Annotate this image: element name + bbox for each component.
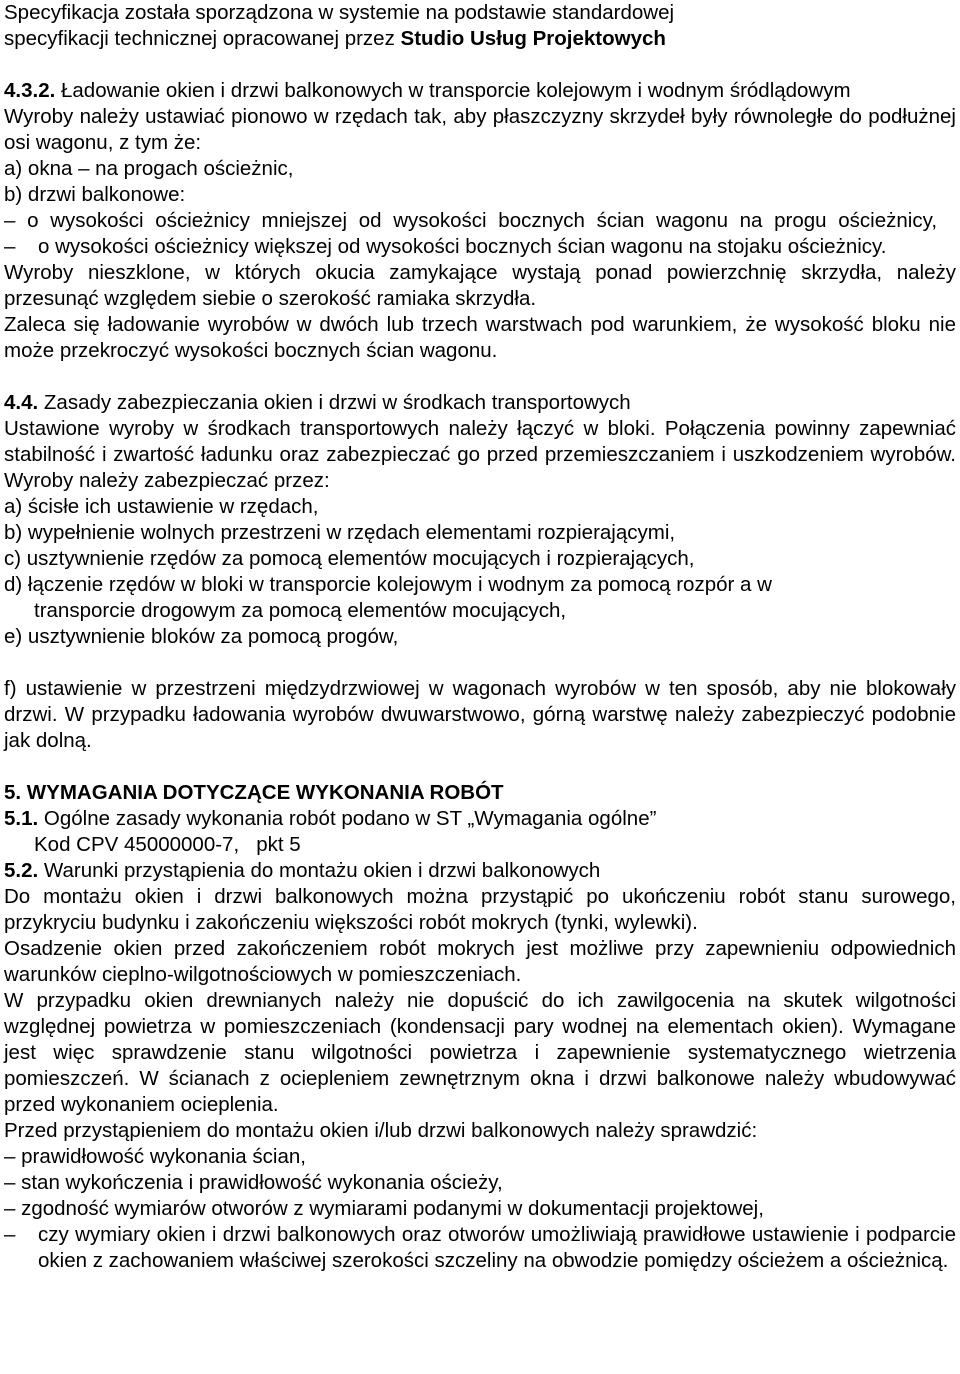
- list-item: d) łączenie rzędów w bloki w transporcie kolejowym i wodnym za pomocą rozpór a w: [4, 573, 772, 596]
- page-header: [4, 0, 956, 52]
- list-item: a) ścisłe ich ustawienie w rzędach,: [4, 495, 319, 518]
- dash-item: [4, 1222, 956, 1274]
- paragraph: W przypadku okien drewnianych należy nie dopuścić do ich zawilgocenia na skutek wilgotności względnej powietrza w pomieszczeniach (kondensacji pary wodnej na elementach okien). Wymagane jest więc sprawdzenie stanu wilgotności powietrza i zapewnienie systematycznego wietrzenia pomieszczeń. W ścianach z ociepleniem zewnętrznym okna i drzwi balkonowe należy wbudowywać przed wykonaniem ocieplenia.: [4, 989, 956, 1116]
- section-number: 4.4.: [4, 391, 39, 414]
- spacer: [4, 650, 956, 676]
- header-line-1: Specyfikacja została sporządzona w systemie na podstawie standardowej: [4, 1, 675, 24]
- dash-bullet: –: [4, 235, 16, 258]
- list-item-continuation: transporcie drogowym za pomocą elementów mocujących,: [34, 599, 567, 622]
- section-number: 5.1.: [4, 807, 39, 830]
- cpv-code: Kod CPV 45000000-7, pkt 5: [34, 833, 301, 856]
- chapter-heading: 5. WYMAGANIA DOTYCZĄCE WYKONANIA ROBÓT: [4, 781, 504, 804]
- section-heading: [4, 78, 956, 104]
- list-item: a) okna – na progach ościeżnic,: [4, 157, 294, 180]
- header-company: Studio Usług Projektowych: [400, 27, 666, 50]
- list-item: e) usztywnienie bloków za pomocą progów,: [4, 625, 399, 648]
- paragraph: Zaleca się ładowanie wyrobów w dwóch lub trzech warstwach pod warunkiem, że wysokość bloku nie może przekroczyć wysokości bocznych ścian wagonu.: [4, 313, 956, 362]
- dash-item: – zgodność wymiarów otworów z wymiarami podanymi w dokumentacji projektowej,: [4, 1197, 764, 1220]
- spacer: [4, 52, 956, 78]
- section-4-4: [4, 390, 956, 754]
- paragraph: Przed przystąpieniem do montażu okien i/lub drzwi balkonowych należy sprawdzić:: [4, 1119, 758, 1142]
- spacer: [4, 364, 956, 390]
- section-heading: [4, 390, 956, 416]
- list-item: b) drzwi balkonowe:: [4, 183, 186, 206]
- section-heading: [4, 806, 956, 832]
- section-title: Warunki przystąpienia do montażu okien i drzwi balkonowych: [38, 859, 601, 882]
- dash-item: – stan wykończenia i prawidłowość wykonania ościeży,: [4, 1171, 503, 1194]
- section-heading: [4, 858, 956, 884]
- section-4-3-2: [4, 78, 956, 364]
- list-item: b) wypełnienie wolnych przestrzeni w rzędach elementami rozpierającymi,: [4, 521, 676, 544]
- dash-text: czy wymiary okien i drzwi balkonowych oraz otworów umożliwiają prawidłowe ustawienie i podparcie okien z zachowaniem właściwej szerokości szczeliny na obwodzie pomiędzy ościeżem a ościeżnicą.: [38, 1223, 956, 1272]
- paragraph: Wyroby należy ustawiać pionowo w rzędach tak, aby płaszczyzny skrzydeł były równoległe do podłużnej osi wagonu, z tym że:: [4, 105, 956, 154]
- dash-item: – o wysokości ościeżnicy mniejszej od wysokości bocznych ścian wagonu na progu ościeżnicy,: [4, 209, 938, 232]
- list-item: c) usztywnienie rzędów za pomocą elementów mocujących i rozpierających,: [4, 547, 695, 570]
- section-5: [4, 780, 956, 1274]
- header-line-2-text: specyfikacji technicznej opracowanej przez: [4, 27, 401, 50]
- section-title: Ładowanie okien i drzwi balkonowych w transporcie kolejowym i wodnym śródlądowym: [55, 79, 851, 102]
- paragraph: Wyroby nieszklone, w których okucia zamykające wystają ponad powierzchnię skrzydła, należy przesunąć względem siebie o szerokość ramiaka skrzydła.: [4, 261, 956, 310]
- section-number: 5.2.: [4, 859, 39, 882]
- list-item: f) ustawienie w przestrzeni międzydrzwiowej w wagonach wyrobów w ten sposób, aby nie blokowały drzwi. W przypadku ładowania wyrobów dwuwarstwowo, górną warstwę należy zabezpieczyć podobnie jak dolną.: [4, 677, 956, 752]
- section-title: Zasady zabezpieczania okien i drzwi w środkach transportowych: [38, 391, 631, 414]
- dash-bullet: –: [4, 1223, 16, 1246]
- paragraph: Do montażu okien i drzwi balkonowych można przystąpić po ukończeniu robót stanu surowego, przykryciu budynku i zakończeniu większości robót mokrych (tynki, wylewki).: [4, 885, 956, 934]
- section-title: Ogólne zasady wykonania robót podano w ST „Wymagania ogólne”: [38, 807, 657, 830]
- section-number: 4.3.2.: [4, 79, 56, 102]
- spacer: [4, 754, 956, 780]
- dash-item: – prawidłowość wykonania ścian,: [4, 1145, 306, 1168]
- paragraph: Osadzenie okien przed zakończeniem robót mokrych jest możliwe przy zapewnieniu odpowiednich warunków cieplno-wilgotnościowych w pomieszczeniach.: [4, 937, 956, 986]
- header-line-2: [4, 26, 956, 52]
- paragraph: Ustawione wyroby w środkach transportowych należy łączyć w bloki. Połączenia powinny zapewniać stabilność i zwartość ładunku oraz zabezpieczać go przed przemieszczaniem i uszkodzeniem wyrobów. Wyroby należy zabezpieczać przez:: [4, 417, 956, 492]
- dash-text: o wysokości ościeżnicy większej od wysokości bocznych ścian wagonu na stojaku ościeżnicy.: [38, 235, 887, 258]
- dash-item: [4, 234, 956, 260]
